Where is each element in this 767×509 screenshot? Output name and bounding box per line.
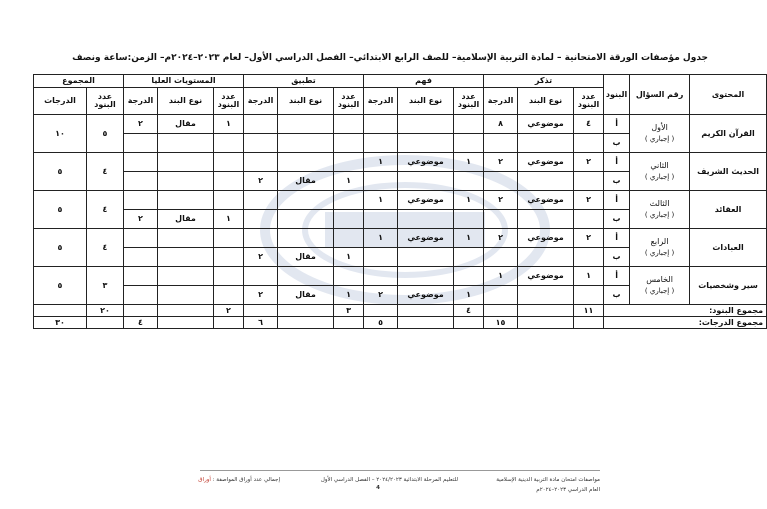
- apply-type-cell: [278, 115, 334, 134]
- apply-grade-cell: [244, 134, 278, 153]
- higher-type-cell: [158, 172, 214, 191]
- subheader-count: عدد البنود: [334, 88, 364, 115]
- higher-count-cell: [214, 134, 244, 153]
- item-label: ب: [604, 248, 630, 267]
- total-grades-cell: ٥: [34, 267, 87, 305]
- apply-grade-cell: [244, 191, 278, 210]
- apply-count-cell: [334, 191, 364, 210]
- question-cell: [630, 191, 690, 229]
- apply-count-cell: [334, 115, 364, 134]
- footer-spec: مواصفات امتحان مادة التربية الدينية الإسلامية: [496, 477, 600, 483]
- apply-count-cell: [334, 267, 364, 286]
- remember-count-cell: [574, 210, 604, 229]
- apply-grade-cell: [244, 210, 278, 229]
- item-label: ب: [604, 210, 630, 229]
- subheader-total-count: عدد البنود: [87, 88, 124, 115]
- remember-count-cell: [574, 134, 604, 153]
- question-kind: ( إجباري ): [644, 287, 675, 295]
- higher-grade-cell: ٢: [124, 115, 158, 134]
- sum-grades-remember: ١٥: [484, 317, 518, 329]
- subheader-grade: الدرجة: [124, 88, 158, 115]
- understand-type-cell: موضوعي: [398, 229, 454, 248]
- sum-items-row: [34, 305, 767, 317]
- header-understand: فهم: [364, 75, 484, 88]
- higher-grade-cell: [124, 153, 158, 172]
- remember-type-cell: موضوعي: [518, 115, 574, 134]
- subheader-grade: الدرجة: [244, 88, 278, 115]
- question-kind: ( إجباري ): [644, 249, 675, 257]
- header-items: البنود: [604, 75, 630, 115]
- sum-grades-total: ٣٠: [34, 317, 87, 329]
- question-name: الخامس: [646, 275, 673, 284]
- remember-count-cell: ٢: [574, 153, 604, 172]
- understand-type-cell: [398, 115, 454, 134]
- understand-count-cell: [454, 248, 484, 267]
- understand-grade-cell: [364, 172, 398, 191]
- sum-items-higher: ٢: [214, 305, 244, 317]
- understand-type-cell: موضوعي: [398, 153, 454, 172]
- remember-type-cell: موضوعي: [518, 153, 574, 172]
- subheader-count: عدد البنود: [574, 88, 604, 115]
- understand-count-cell: [454, 210, 484, 229]
- understand-type-cell: [398, 134, 454, 153]
- remember-type-cell: [518, 134, 574, 153]
- question-cell: [630, 153, 690, 191]
- remember-type-cell: موضوعي: [518, 191, 574, 210]
- content-cell: الحديث الشريف: [690, 153, 767, 191]
- higher-grade-cell: [124, 286, 158, 305]
- item-label: ب: [604, 134, 630, 153]
- question-kind: ( إجباري ): [644, 211, 675, 219]
- remember-type-cell: [518, 172, 574, 191]
- remember-grade-cell: [484, 172, 518, 191]
- higher-grade-cell: [124, 134, 158, 153]
- item-label: أ: [604, 191, 630, 210]
- apply-grade-cell: [244, 229, 278, 248]
- subheader-type: نوع البند: [158, 88, 214, 115]
- remember-grade-cell: [484, 134, 518, 153]
- footer-semester: للتعليم المرحلة الابتدائية ٢٠٢٤/٢٠٢٣ – الفصل الدراسي الأول: [320, 477, 458, 483]
- remember-grade-cell: [484, 286, 518, 305]
- higher-type-cell: [158, 191, 214, 210]
- remember-count-cell: [574, 286, 604, 305]
- item-label: أ: [604, 229, 630, 248]
- understand-count-cell: ١: [454, 153, 484, 172]
- remember-type-cell: موضوعي: [518, 267, 574, 286]
- subheader-type: نوع البند: [278, 88, 334, 115]
- remember-type-cell: [518, 286, 574, 305]
- subheader-grade: الدرجة: [484, 88, 518, 115]
- remember-grade-cell: ١: [484, 267, 518, 286]
- higher-type-cell: [158, 248, 214, 267]
- apply-count-cell: ١: [334, 286, 364, 305]
- sum-items-apply: ٣: [334, 305, 364, 317]
- question-name: الأول: [651, 123, 668, 132]
- higher-grade-cell: ٢: [124, 210, 158, 229]
- higher-count-cell: [214, 172, 244, 191]
- question-kind: ( إجباري ): [644, 135, 675, 143]
- remember-count-cell: ١: [574, 267, 604, 286]
- sum-grades-label: مجموع الدرجات:: [604, 317, 767, 329]
- total-count-cell: ٤: [87, 191, 124, 229]
- understand-count-cell: ١: [454, 229, 484, 248]
- understand-count-cell: [454, 134, 484, 153]
- subheader-count: عدد البنود: [214, 88, 244, 115]
- understand-grade-cell: [364, 134, 398, 153]
- remember-type-cell: [518, 248, 574, 267]
- sum-grades-understand: ٥: [364, 317, 398, 329]
- apply-type-cell: [278, 229, 334, 248]
- apply-count-cell: [334, 134, 364, 153]
- higher-grade-cell: [124, 229, 158, 248]
- apply-type-cell: [278, 134, 334, 153]
- footer-year: العام الدراسي ٢٠٢٣–٢٠٢٤م: [536, 487, 600, 493]
- item-label: أ: [604, 115, 630, 134]
- higher-type-cell: [158, 267, 214, 286]
- understand-grade-cell: ٢: [364, 286, 398, 305]
- subheader-count: عدد البنود: [454, 88, 484, 115]
- table-row: [34, 153, 767, 172]
- question-name: الثاني: [650, 161, 669, 170]
- sum-grades-higher: ٤: [124, 317, 158, 329]
- table-row: [34, 229, 767, 248]
- content-cell: سير وشخصيات: [690, 267, 767, 305]
- higher-type-cell: [158, 153, 214, 172]
- higher-type-cell: [158, 229, 214, 248]
- higher-count-cell: [214, 229, 244, 248]
- higher-count-cell: [214, 267, 244, 286]
- understand-count-cell: ١: [454, 191, 484, 210]
- specification-table: [33, 74, 767, 329]
- total-grades-cell: ٥: [34, 153, 87, 191]
- table-row: [34, 191, 767, 210]
- understand-grade-cell: ١: [364, 153, 398, 172]
- apply-count-cell: ١: [334, 172, 364, 191]
- question-cell: [630, 267, 690, 305]
- header-content: المحتوى: [690, 75, 767, 115]
- remember-grade-cell: ٢: [484, 153, 518, 172]
- page-number: 4: [376, 485, 380, 491]
- table-row: [34, 267, 767, 286]
- higher-type-cell: مقال: [158, 115, 214, 134]
- sum-items-label: مجموع البنود:: [604, 305, 767, 317]
- understand-grade-cell: [364, 210, 398, 229]
- higher-type-cell: مقال: [158, 210, 214, 229]
- item-label: أ: [604, 153, 630, 172]
- apply-type-cell: [278, 210, 334, 229]
- total-grades-cell: ٥: [34, 191, 87, 229]
- sum-items-total: ٢٠: [87, 305, 124, 317]
- remember-grade-cell: ٢: [484, 191, 518, 210]
- apply-grade-cell: ٢: [244, 286, 278, 305]
- remember-count-cell: [574, 248, 604, 267]
- understand-count-cell: ١: [454, 286, 484, 305]
- item-label: ب: [604, 172, 630, 191]
- header-total: المجموع: [34, 75, 124, 88]
- apply-count-cell: [334, 153, 364, 172]
- understand-count-cell: [454, 267, 484, 286]
- higher-count-cell: ١: [214, 210, 244, 229]
- apply-type-cell: [278, 267, 334, 286]
- understand-type-cell: [398, 267, 454, 286]
- total-count-cell: ٤: [87, 153, 124, 191]
- content-cell: العبادات: [690, 229, 767, 267]
- remember-grade-cell: [484, 248, 518, 267]
- understand-grade-cell: [364, 267, 398, 286]
- remember-count-cell: ٢: [574, 229, 604, 248]
- subheader-grade: الدرجة: [364, 88, 398, 115]
- higher-count-cell: ١: [214, 115, 244, 134]
- higher-type-cell: [158, 286, 214, 305]
- remember-count-cell: ٤: [574, 115, 604, 134]
- subheader-type: نوع البند: [518, 88, 574, 115]
- apply-count-cell: ١: [334, 248, 364, 267]
- header-higher: المستويات العليا: [124, 75, 244, 88]
- understand-count-cell: [454, 115, 484, 134]
- header-remember: تذكر: [484, 75, 604, 88]
- total-grades-cell: ٥: [34, 229, 87, 267]
- apply-count-cell: [334, 210, 364, 229]
- apply-type-cell: [278, 191, 334, 210]
- higher-count-cell: [214, 191, 244, 210]
- question-name: الرابع: [650, 237, 669, 246]
- apply-type-cell: مقال: [278, 248, 334, 267]
- sum-items-understand: ٤: [454, 305, 484, 317]
- footer-total-sheets: إجمالي عدد أوراق المواصفة : أوراق: [198, 477, 280, 483]
- higher-grade-cell: [124, 248, 158, 267]
- understand-type-cell: موضوعي: [398, 286, 454, 305]
- higher-count-cell: [214, 248, 244, 267]
- higher-count-cell: [214, 153, 244, 172]
- subheader-type: نوع البند: [398, 88, 454, 115]
- sum-items-remember: ١١: [574, 305, 604, 317]
- apply-grade-cell: [244, 267, 278, 286]
- sum-grades-row: [34, 317, 767, 329]
- understand-grade-cell: ١: [364, 191, 398, 210]
- total-grades-cell: ١٠: [34, 115, 87, 153]
- remember-grade-cell: ٢: [484, 229, 518, 248]
- apply-count-cell: [334, 229, 364, 248]
- understand-type-cell: موضوعي: [398, 191, 454, 210]
- apply-type-cell: مقال: [278, 286, 334, 305]
- higher-grade-cell: [124, 172, 158, 191]
- page-title: جدول مؤصفات الورقة الامتحانية – لمادة التربية الإسلامية– للصف الرابع الابتدائي– الفصل الدراسي الأول– لعام ٢٠٢٣–٢٠٢٤م– الزمن:ساعة ونصف: [72, 53, 708, 63]
- item-label: ب: [604, 286, 630, 305]
- header-question-no: رقم السؤال: [630, 75, 690, 115]
- remember-type-cell: موضوعي: [518, 229, 574, 248]
- higher-count-cell: [214, 286, 244, 305]
- understand-count-cell: [454, 172, 484, 191]
- understand-grade-cell: [364, 248, 398, 267]
- apply-grade-cell: ٢: [244, 248, 278, 267]
- header-apply: تطبيق: [244, 75, 364, 88]
- total-count-cell: ٣: [87, 267, 124, 305]
- remember-count-cell: [574, 172, 604, 191]
- higher-grade-cell: [124, 267, 158, 286]
- subheader-total-grades: الدرجات: [34, 88, 87, 115]
- sum-grades-apply: ٦: [244, 317, 278, 329]
- remember-count-cell: ٢: [574, 191, 604, 210]
- remember-type-cell: [518, 210, 574, 229]
- apply-type-cell: مقال: [278, 172, 334, 191]
- question-cell: [630, 115, 690, 153]
- apply-grade-cell: [244, 115, 278, 134]
- total-count-cell: ٥: [87, 115, 124, 153]
- question-kind: ( إجباري ): [644, 173, 675, 181]
- understand-grade-cell: [364, 115, 398, 134]
- higher-type-cell: [158, 134, 214, 153]
- item-label: أ: [604, 267, 630, 286]
- remember-grade-cell: ٨: [484, 115, 518, 134]
- table-row: [34, 115, 767, 134]
- remember-grade-cell: [484, 210, 518, 229]
- apply-grade-cell: [244, 153, 278, 172]
- apply-grade-cell: ٢: [244, 172, 278, 191]
- question-cell: [630, 229, 690, 267]
- total-count-cell: ٤: [87, 229, 124, 267]
- question-name: الثالث: [649, 199, 670, 208]
- apply-type-cell: [278, 153, 334, 172]
- page-footer: [200, 470, 600, 499]
- understand-type-cell: [398, 248, 454, 267]
- understand-type-cell: [398, 172, 454, 191]
- understand-type-cell: [398, 210, 454, 229]
- higher-grade-cell: [124, 191, 158, 210]
- content-cell: القرآن الكريم: [690, 115, 767, 153]
- content-cell: العقائد: [690, 191, 767, 229]
- understand-grade-cell: ١: [364, 229, 398, 248]
